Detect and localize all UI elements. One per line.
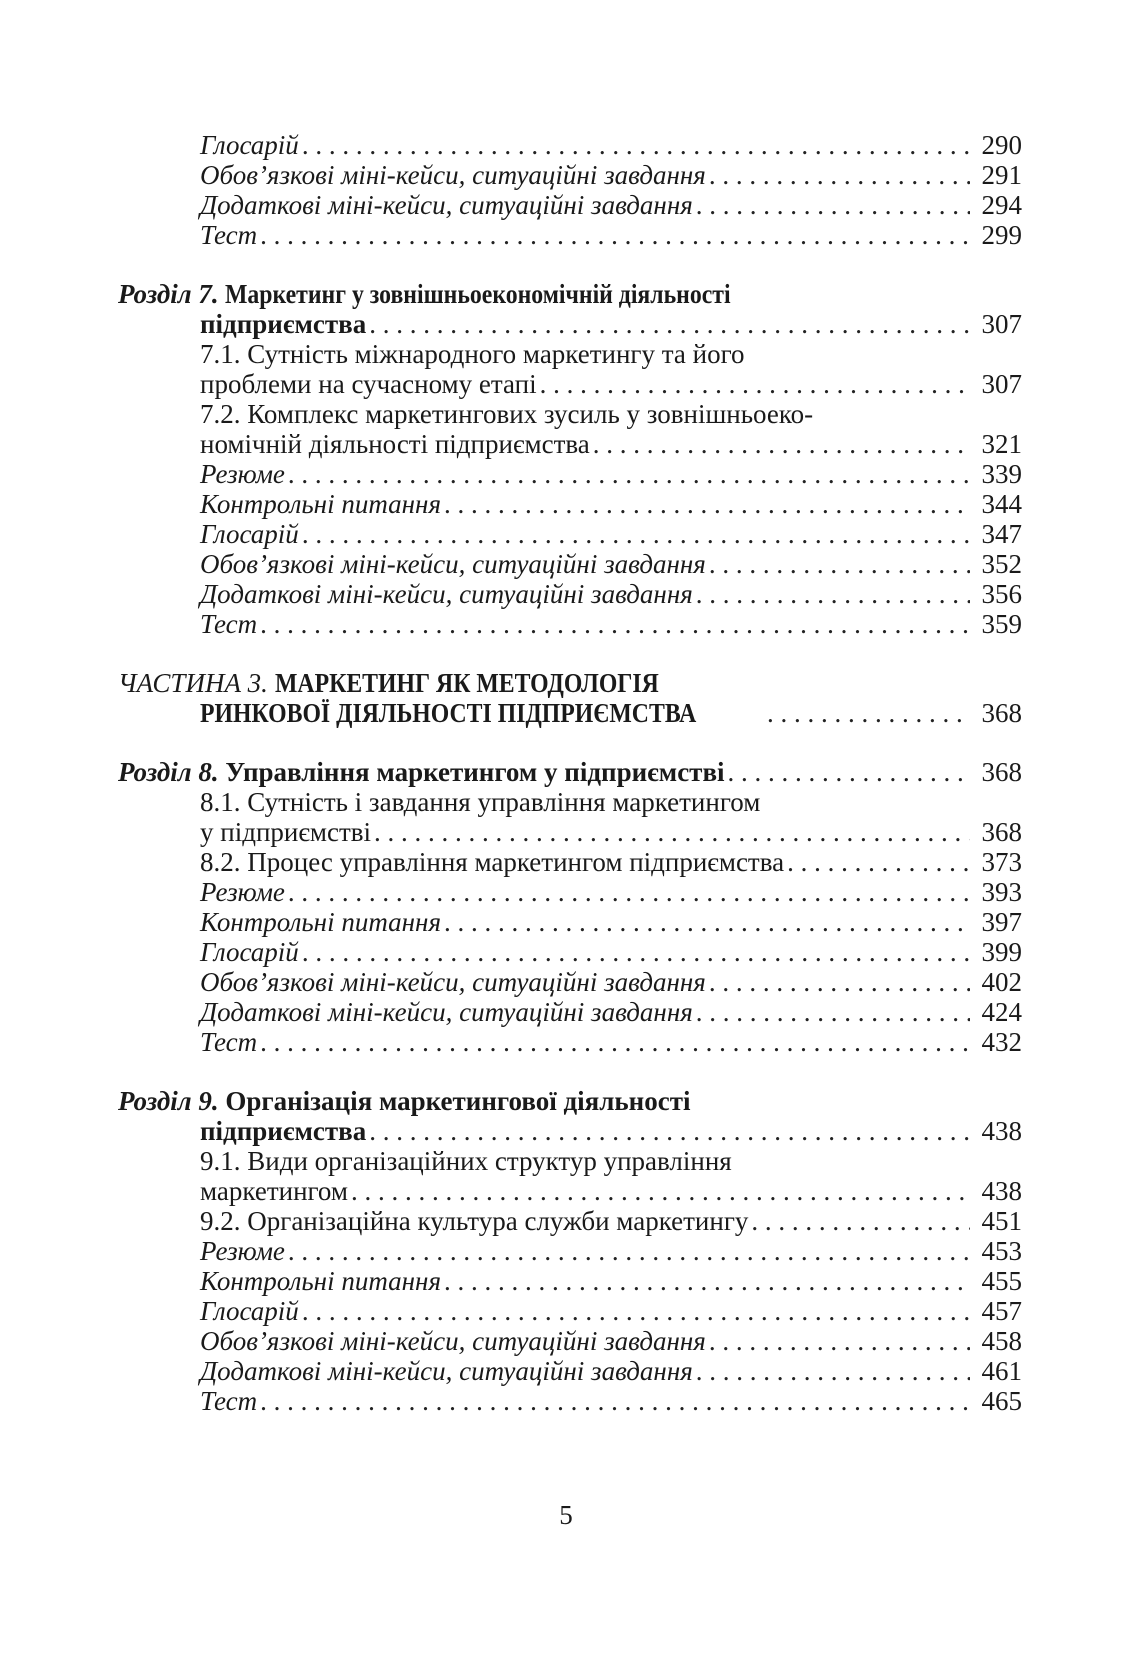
section-prefix: Розділ 7. bbox=[118, 279, 219, 309]
toc-entry-label: Обов’язкові міні-кейси, ситуаційні завдання bbox=[200, 1326, 706, 1356]
dot-leader bbox=[696, 997, 970, 1027]
section-title: Організація маркетингової діяльності bbox=[225, 1086, 691, 1116]
toc-entry-label: 7.1. Сутність міжнародного маркетингу та його bbox=[200, 339, 745, 369]
toc-entry-control-questions[interactable] bbox=[118, 1266, 1022, 1296]
toc-entry-page: 352 bbox=[981, 549, 1022, 579]
toc-entry-page: 424 bbox=[981, 997, 1022, 1027]
subsection-9-1-cont[interactable] bbox=[118, 1176, 1022, 1206]
part-3-heading[interactable] bbox=[118, 668, 1022, 698]
toc-entry-glossary[interactable] bbox=[118, 1296, 1022, 1326]
toc-entry-label: Обов’язкові міні-кейси, ситуаційні завдання bbox=[200, 160, 706, 190]
toc-entry-test[interactable] bbox=[118, 609, 1022, 639]
toc-entry-label: Обов’язкові міні-кейси, ситуаційні завдання bbox=[200, 967, 706, 997]
dot-leader bbox=[351, 1176, 970, 1206]
dot-leader bbox=[696, 190, 970, 220]
section-9-heading[interactable] bbox=[118, 1086, 1022, 1116]
toc-entry-label: Глосарій bbox=[200, 519, 299, 549]
toc-entry-label: Глосарій bbox=[200, 937, 299, 967]
dot-leader bbox=[288, 459, 970, 489]
toc-entry-page: 465 bbox=[981, 1386, 1022, 1416]
toc-entry-page: 393 bbox=[981, 877, 1022, 907]
toc-entry-label: Додаткові міні-кейси, ситуаційні завдання bbox=[200, 997, 693, 1027]
dot-leader bbox=[787, 847, 970, 877]
dot-leader bbox=[260, 609, 970, 639]
section-title: Маркетинг у зовнішньоекономічній діяльності bbox=[225, 279, 731, 309]
toc-entry-page: 438 bbox=[981, 1116, 1022, 1146]
spacer bbox=[118, 250, 1022, 279]
dot-leader bbox=[696, 1356, 970, 1386]
toc-entry-label: 8.1. Сутність і завдання управління маркетингом bbox=[200, 787, 761, 817]
toc-entry-page: 368 bbox=[981, 817, 1022, 847]
section-prefix: Розділ 9. bbox=[118, 1086, 219, 1116]
toc-entry-label: Обов’язкові міні-кейси, ситуаційні завдання bbox=[200, 549, 706, 579]
toc-entry-additional-cases[interactable] bbox=[118, 997, 1022, 1027]
dot-leader bbox=[260, 1027, 970, 1057]
dot-leader bbox=[728, 757, 970, 787]
toc-entry-control-questions[interactable] bbox=[118, 489, 1022, 519]
dot-leader bbox=[696, 579, 970, 609]
part-3-heading-cont[interactable] bbox=[118, 698, 1022, 728]
part-title: МАРКЕТИНГ ЯК МЕТОДОЛОГІЯ bbox=[274, 668, 659, 698]
toc-entry-label: Контрольні питання bbox=[200, 489, 441, 519]
toc-entry-page: 347 bbox=[981, 519, 1022, 549]
subsection-7-1[interactable] bbox=[118, 339, 1022, 369]
section-7-heading[interactable] bbox=[118, 279, 1022, 309]
toc-entry-page: 432 bbox=[981, 1027, 1022, 1057]
toc-entry-page: 438 bbox=[981, 1176, 1022, 1206]
toc-entry-label: Тест bbox=[200, 1386, 258, 1416]
toc-entry-mandatory-cases[interactable] bbox=[118, 549, 1022, 579]
toc-entry-glossary[interactable] bbox=[118, 519, 1022, 549]
spacer bbox=[118, 639, 1022, 668]
toc-entry-page: 453 bbox=[981, 1236, 1022, 1266]
toc-entry-page: 290 bbox=[981, 130, 1022, 160]
dot-leader bbox=[444, 489, 970, 519]
toc-entry-page: 299 bbox=[981, 220, 1022, 250]
section-title-cont: підприємства bbox=[200, 1116, 367, 1146]
toc-entry-label: Резюме bbox=[200, 459, 285, 489]
toc-entry-label: Тест bbox=[200, 1027, 258, 1057]
toc-entry-additional-cases[interactable] bbox=[118, 190, 1022, 220]
toc-entry-page: 356 bbox=[981, 579, 1022, 609]
dot-leader bbox=[288, 1236, 970, 1266]
page-number: 5 bbox=[559, 1500, 573, 1530]
toc-entry-label: Контрольні питання bbox=[200, 907, 441, 937]
dot-leader bbox=[302, 130, 970, 160]
dot-leader bbox=[751, 1206, 970, 1236]
toc-entry-label: Тест bbox=[200, 609, 258, 639]
toc-entry-summary[interactable] bbox=[118, 459, 1022, 489]
toc-entry-glossary[interactable] bbox=[118, 130, 1022, 160]
toc-entry-page: 397 bbox=[981, 907, 1022, 937]
section-title-cont: підприємства bbox=[200, 309, 367, 339]
part-title-cont: РИНКОВОЇ ДІЯЛЬНОСТІ ПІДПРИЄМСТВА bbox=[200, 698, 697, 728]
toc-entry-label: Додаткові міні-кейси, ситуаційні завдання bbox=[200, 1356, 693, 1386]
spacer bbox=[118, 1057, 1022, 1086]
toc-entry-mandatory-cases[interactable] bbox=[118, 160, 1022, 190]
toc-entry-label: 9.2. Організаційна культура служби маркетингу bbox=[200, 1206, 749, 1236]
toc-entry-page: 399 bbox=[981, 937, 1022, 967]
toc-entry-page: 402 bbox=[981, 967, 1022, 997]
subsection-9-2[interactable] bbox=[118, 1206, 1022, 1236]
toc-entry-page: 455 bbox=[981, 1266, 1022, 1296]
toc-entry-label: 7.2. Комплекс маркетингових зусиль у зовнішньоеко- bbox=[200, 399, 814, 429]
dot-leader bbox=[444, 907, 970, 937]
toc-entry-label: Додаткові міні-кейси, ситуаційні завдання bbox=[200, 190, 693, 220]
toc-entry-label: Додаткові міні-кейси, ситуаційні завдання bbox=[200, 579, 693, 609]
dot-leader bbox=[260, 1386, 970, 1416]
section-8-heading[interactable] bbox=[118, 757, 1022, 787]
toc-entry-label: 9.1. Види організаційних структур управління bbox=[200, 1146, 732, 1176]
toc-entry-label: Глосарій bbox=[200, 1296, 299, 1326]
subsection-8-1[interactable] bbox=[118, 787, 1022, 817]
dot-leader bbox=[709, 549, 970, 579]
dot-leader bbox=[540, 369, 970, 399]
part-prefix: ЧАСТИНА 3. bbox=[118, 668, 268, 698]
toc-entry-additional-cases[interactable] bbox=[118, 1356, 1022, 1386]
toc-entry-page: 461 bbox=[981, 1356, 1022, 1386]
subsection-8-1-cont[interactable] bbox=[118, 817, 1022, 847]
toc-entry-control-questions[interactable] bbox=[118, 907, 1022, 937]
dot-leader bbox=[709, 1326, 970, 1356]
dot-leader bbox=[369, 1116, 970, 1146]
dot-leader bbox=[767, 698, 970, 728]
dot-leader bbox=[260, 220, 970, 250]
toc-entry-label: 8.2. Процес управління маркетингом підприємства bbox=[200, 847, 785, 877]
subsection-7-2-cont[interactable] bbox=[118, 429, 1022, 459]
toc-entry-page: 291 bbox=[981, 160, 1022, 190]
toc-entry-label: у підприємстві bbox=[200, 817, 372, 847]
toc-entry-page: 339 bbox=[981, 459, 1022, 489]
table-of-contents bbox=[118, 130, 1022, 1416]
toc-entry-page: 307 bbox=[981, 309, 1022, 339]
dot-leader bbox=[709, 967, 970, 997]
toc-entry-page: 458 bbox=[981, 1326, 1022, 1356]
toc-entry-page: 307 bbox=[981, 369, 1022, 399]
toc-entry-test[interactable] bbox=[118, 220, 1022, 250]
toc-entry-label: номічній діяльності підприємства bbox=[200, 429, 590, 459]
toc-entry-label: Глосарій bbox=[200, 130, 299, 160]
section-prefix: Розділ 8. bbox=[118, 757, 219, 787]
subsection-7-2[interactable] bbox=[118, 399, 1022, 429]
toc-entry-page: 373 bbox=[981, 847, 1022, 877]
dot-leader bbox=[444, 1266, 970, 1296]
toc-entry-label: маркетингом bbox=[200, 1176, 348, 1206]
dot-leader bbox=[593, 429, 970, 459]
toc-entry-page: 368 bbox=[981, 757, 1022, 787]
toc-entry-label: Резюме bbox=[200, 1236, 285, 1266]
toc-entry-mandatory-cases[interactable] bbox=[118, 967, 1022, 997]
section-title: Управління маркетингом у підприємстві bbox=[225, 757, 725, 787]
toc-entry-page: 457 bbox=[981, 1296, 1022, 1326]
subsection-8-2[interactable] bbox=[118, 847, 1022, 877]
dot-leader bbox=[302, 519, 970, 549]
dot-leader bbox=[369, 309, 970, 339]
subsection-9-1[interactable] bbox=[118, 1146, 1022, 1176]
toc-entry-page: 321 bbox=[981, 429, 1022, 459]
spacer bbox=[118, 728, 1022, 757]
dot-leader bbox=[302, 1296, 970, 1326]
subsection-7-1-cont[interactable] bbox=[118, 369, 1022, 399]
toc-entry-page: 344 bbox=[981, 489, 1022, 519]
toc-entry-page: 294 bbox=[981, 190, 1022, 220]
toc-entry-page: 368 bbox=[981, 698, 1022, 728]
toc-entry-page: 451 bbox=[981, 1206, 1022, 1236]
dot-leader bbox=[302, 937, 970, 967]
toc-entry-label: Контрольні питання bbox=[200, 1266, 441, 1296]
toc-entry-label: проблеми на сучасному етапі bbox=[200, 369, 537, 399]
section-9-heading-cont[interactable] bbox=[118, 1116, 1022, 1146]
section-7-heading-cont[interactable] bbox=[118, 309, 1022, 339]
toc-entry-summary[interactable] bbox=[118, 877, 1022, 907]
toc-entry-test[interactable] bbox=[118, 1386, 1022, 1416]
dot-leader bbox=[709, 160, 970, 190]
toc-entry-label: Резюме bbox=[200, 877, 285, 907]
toc-entry-mandatory-cases[interactable] bbox=[118, 1326, 1022, 1356]
toc-entry-additional-cases[interactable] bbox=[118, 579, 1022, 609]
toc-entry-page: 359 bbox=[981, 609, 1022, 639]
toc-entry-test[interactable] bbox=[118, 1027, 1022, 1057]
dot-leader bbox=[288, 877, 970, 907]
toc-entry-summary[interactable] bbox=[118, 1236, 1022, 1266]
dot-leader bbox=[374, 817, 970, 847]
toc-entry-glossary[interactable] bbox=[118, 937, 1022, 967]
toc-entry-label: Тест bbox=[200, 220, 258, 250]
